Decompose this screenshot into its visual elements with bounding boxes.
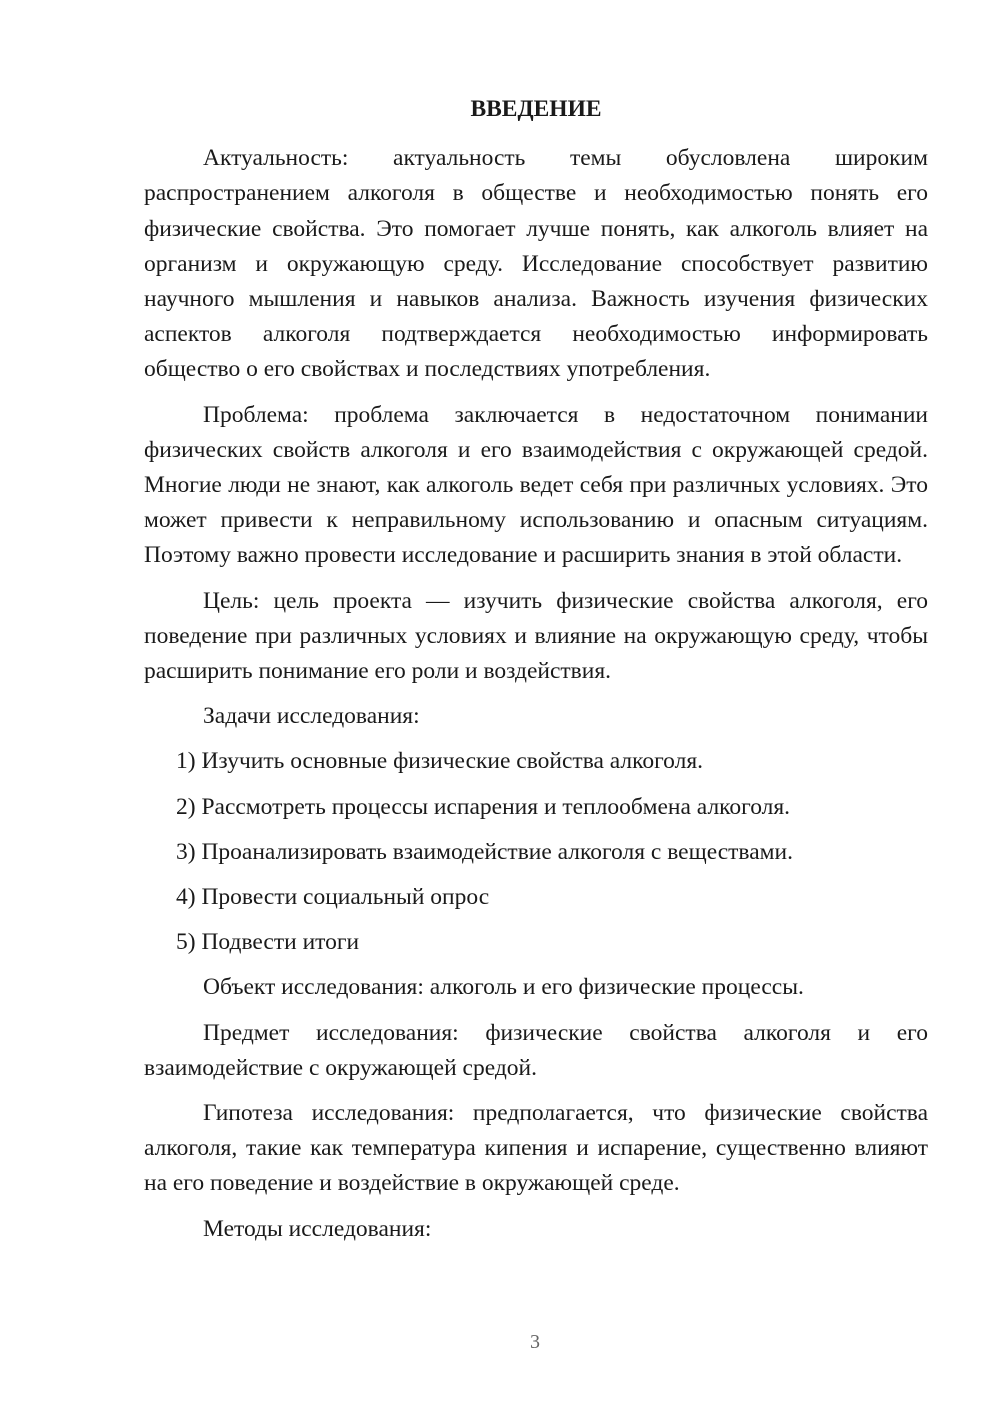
list-item: 2) Рассмотреть процессы испарения и теплообмена алкоголя. — [176, 793, 791, 820]
tasks-heading: Задачи исследования: — [203, 703, 420, 730]
paragraph-hypothesis: Гипотеза исследования: предполагается, что физические свойства алкоголя, такие как температура кипения и испарение, существенно влияют на его поведение и воздействие в окружающей среде. — [144, 1100, 928, 1197]
tasks-list — [144, 744, 928, 960]
methods-heading: Методы исследования: — [203, 1215, 432, 1242]
list-item: 4) Провести социальный опрос — [176, 884, 490, 911]
page-number: 3 — [530, 1331, 540, 1353]
section-title: ВВЕДЕНИЕ — [470, 96, 602, 122]
list-item: 5) Подвести итоги — [176, 929, 360, 956]
page-content — [144, 92, 928, 1257]
paragraph-problem: Проблема: проблема заключается в недостаточном понимании физических свойств алкоголя и его взаимодействия с окружающей средой. Многие люди не знают, как алкоголь ведет себя при различных условиях. Это может привести к неправильному использованию и опасным ситуациям. Поэтому важно провести исследование и расширить знания в этой области. — [144, 401, 928, 569]
paragraph-subject: Предмет исследования: физические свойства алкоголя и его взаимодействие с окружающей средой. — [144, 1019, 928, 1081]
paragraph-relevance: Актуальность: актуальность темы обусловлена широким распространением алкоголя в обществе и необходимостью понять его физические свойства. Это помогает лучше понять, как алкоголь влияет на организм и окружающую среду. Исследование способствует развитию научного мышления и навыков анализа. Важность изучения физических аспектов алкоголя подтверждается необходимостью информировать общество о его свойствах и последствиях употребления. — [144, 145, 928, 383]
paragraph-object: Объект исследования: алкоголь и его физические процессы. — [203, 974, 804, 1001]
list-item: 1) Изучить основные физические свойства алкоголя. — [176, 748, 704, 775]
paragraph-goal: Цель: цель проекта — изучить физические свойства алкоголя, его поведение при различных условиях и влияние на окружающую среду, чтобы расширить понимание его роли и воздействия. — [144, 587, 928, 685]
list-item: 3) Проанализировать взаимодействие алкоголя с веществами. — [176, 838, 793, 865]
